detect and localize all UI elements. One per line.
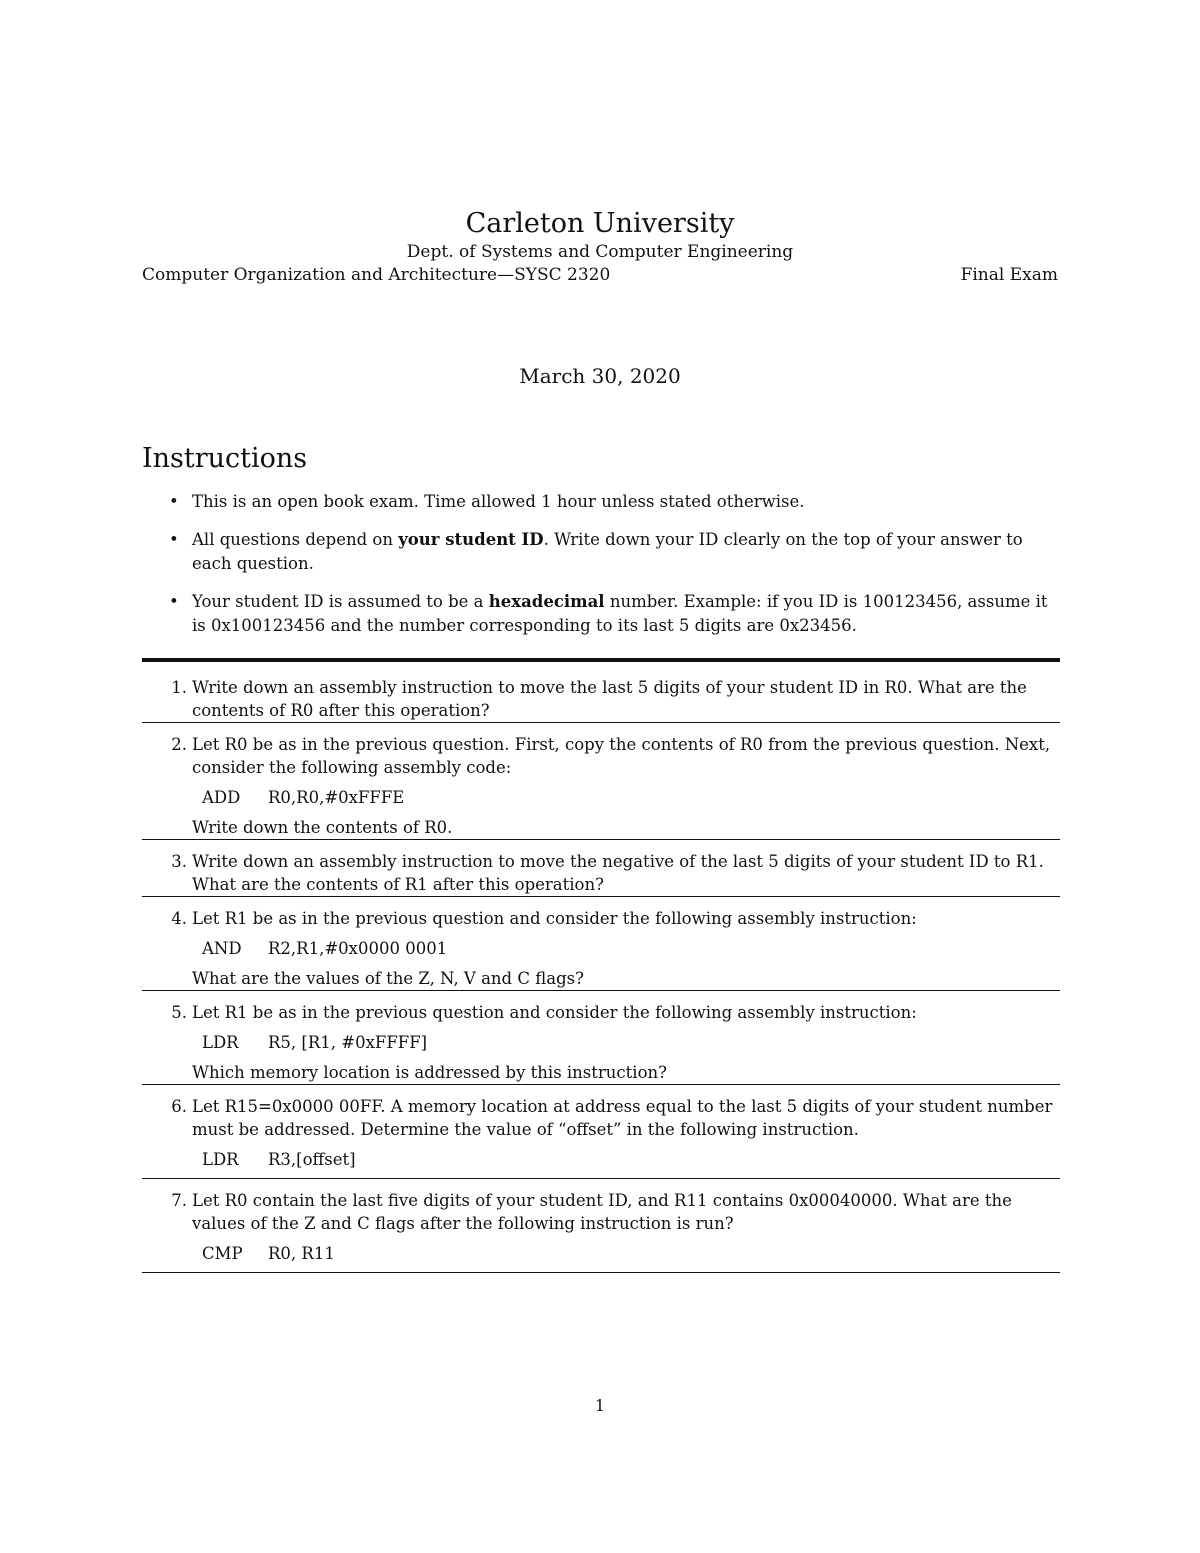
assembly-code [202,1148,1060,1171]
instruction-text: Your student ID is assumed to be a [192,592,489,611]
question-followup: Which memory location is addressed by this instruction? [192,1063,667,1082]
code-opcode: LDR [202,1150,239,1169]
instruction-text: number. Example: if you ID is 100123456, assume it is 0x100123456 and the number corresponding to its last 5 digits are 0x23456. [192,592,1048,635]
section-divider [142,658,1060,662]
question-item [142,850,1060,897]
question-text: Let R0 be as in the previous question. First, copy the contents of R0 from the previous question. Next, consider the following assembly code: [192,735,1051,777]
instruction-item [142,528,1060,576]
code-opcode: AND [202,939,242,958]
question-list [142,676,1060,1283]
question-text: Write down an assembly instruction to move the negative of the last 5 digits of your student ID to R1. What are the contents of R1 after this operation? [192,852,1044,894]
code-opcode: CMP [202,1244,243,1263]
question-text: Write down an assembly instruction to move the last 5 digits of your student ID in R0. What are the contents of R0 after this operation? [192,678,1027,720]
bullet-icon: • [169,492,179,511]
instruction-item [142,490,1060,514]
question-number: 4. [171,909,187,928]
question-text: Let R15=0x0000 00FF. A memory location at address equal to the last 5 digits of your student number must be addressed. Determine the value of “offset” in the following instruction. [192,1097,1053,1139]
question-followup: What are the values of the Z, N, V and C flags? [192,969,584,988]
code-opcode: ADD [202,788,241,807]
question-number: 3. [171,852,187,871]
bullet-icon: • [169,530,179,549]
page-number: 1 [594,1396,606,1415]
question-text: Let R0 contain the last five digits of your student ID, and R11 contains 0x00040000. What are the values of the Z and C flags after the following instruction is run? [192,1191,1012,1233]
question-item [142,676,1060,723]
bullet-icon: • [169,592,179,611]
assembly-code [202,1242,1060,1265]
assembly-code [202,786,1060,809]
exam-type: Final Exam [960,265,1058,285]
question-number: 1. [171,678,187,697]
question-item [142,1001,1060,1085]
instructions-list [142,490,1060,652]
instruction-text: This is an open book exam. Time allowed 1 hour unless stated otherwise. [192,492,805,511]
course-title: Computer Organization and Architecture—SYSC 2320 [142,265,611,285]
university-title: Carleton University [465,208,735,239]
department-line: Dept. of Systems and Computer Engineering [406,242,794,262]
code-operands: R0,R0,#0xFFFE [268,788,405,807]
exam-date: March 30, 2020 [519,364,681,388]
question-item [142,907,1060,991]
question-text: Let R1 be as in the previous question and consider the following assembly instruction: [192,909,917,928]
assembly-code [202,937,1060,960]
question-item [142,1189,1060,1273]
question-item [142,1095,1060,1179]
code-operands: R0, R11 [268,1244,335,1263]
question-item [142,733,1060,840]
code-operands: R5, [R1, #0xFFFF] [268,1033,428,1052]
code-operands: R3,[offset] [268,1150,356,1169]
instruction-item [142,590,1060,638]
question-number: 7. [171,1191,187,1210]
instruction-emphasis: your student ID [398,530,544,549]
question-text: Let R1 be as in the previous question and consider the following assembly instruction: [192,1003,917,1022]
code-operands: R2,R1,#0x0000 0001 [268,939,448,958]
instruction-text: . Write down your ID clearly on the top of your answer to each question. [192,530,1023,573]
assembly-code [202,1031,1060,1054]
question-number: 5. [171,1003,187,1022]
question-number: 6. [171,1097,187,1116]
instructions-heading: Instructions [142,443,308,474]
instruction-text: All questions depend on [192,530,399,549]
code-opcode: LDR [202,1033,239,1052]
question-number: 2. [171,735,187,754]
question-followup: Write down the contents of R0. [192,818,453,837]
instruction-emphasis: hexadecimal [488,592,605,611]
